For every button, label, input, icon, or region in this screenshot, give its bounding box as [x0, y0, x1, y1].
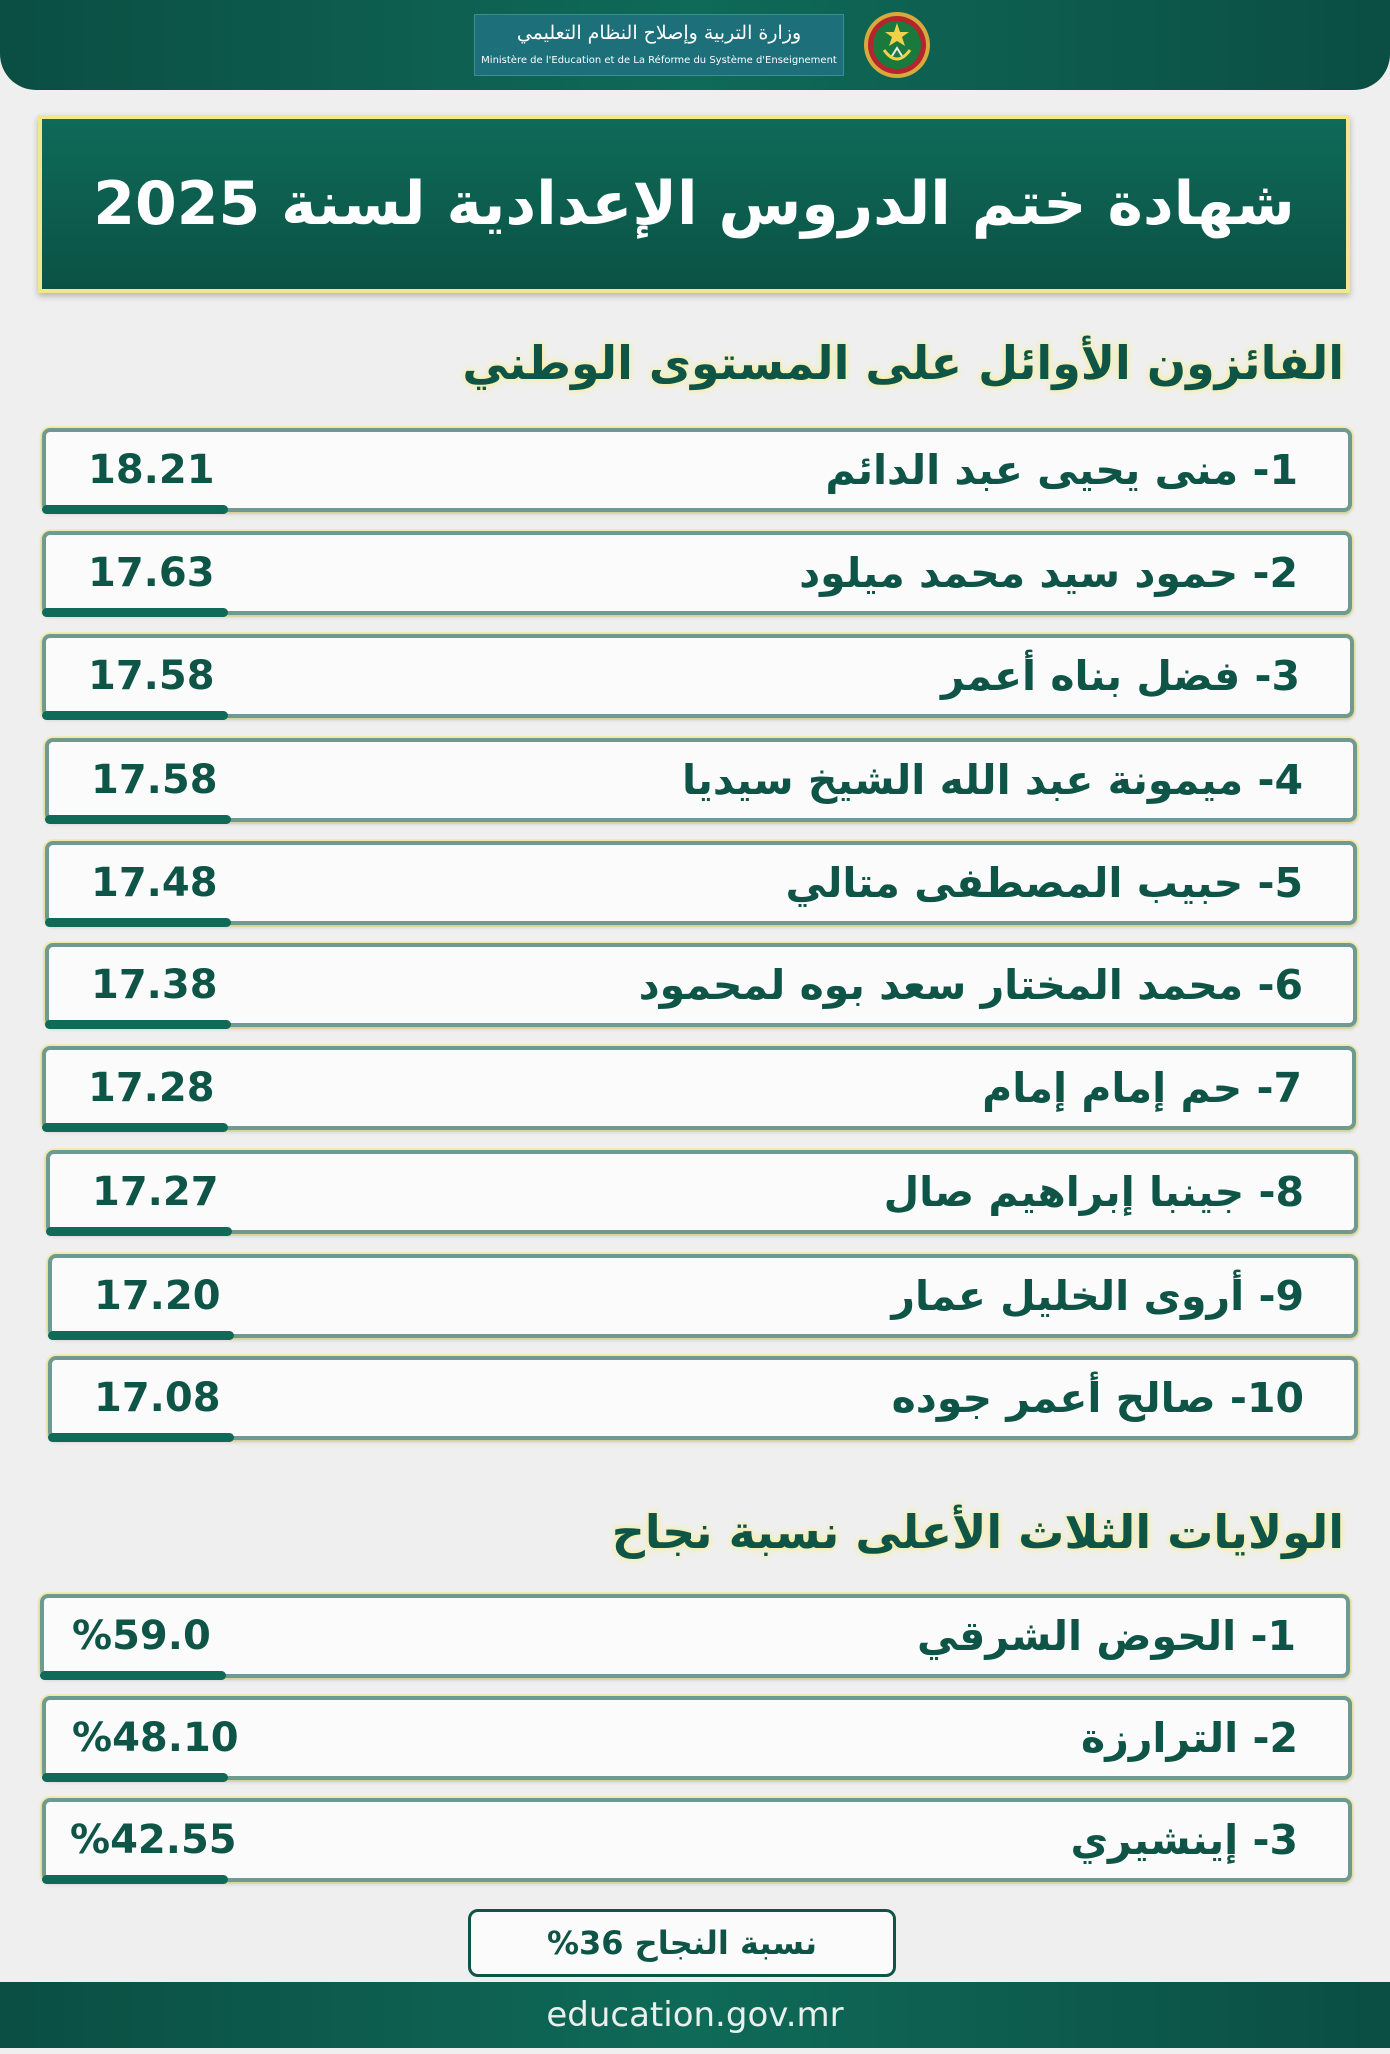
student-score: 17.58: [91, 757, 218, 803]
exam-title-banner: [38, 115, 1350, 293]
row-accent-bar: [42, 711, 228, 720]
student-score: 17.28: [88, 1065, 215, 1111]
student-row: [42, 634, 1354, 718]
student-score: 18.21: [88, 447, 215, 493]
student-row: [42, 1046, 1356, 1130]
row-accent-bar: [45, 918, 231, 927]
student-row: [45, 841, 1357, 925]
student-name: 3- فضل بناه أعمر: [941, 652, 1300, 700]
row-accent-bar: [45, 815, 231, 824]
region-row: [42, 1798, 1352, 1882]
row-accent-bar: [45, 1020, 231, 1029]
row-accent-bar: [40, 1671, 226, 1680]
student-row: [42, 428, 1352, 512]
student-row: [48, 1254, 1358, 1338]
row-accent-bar: [48, 1331, 234, 1340]
student-name: 8- جينبا إبراهيم صال: [883, 1168, 1304, 1216]
row-accent-bar: [46, 1227, 232, 1236]
row-accent-bar: [42, 505, 228, 514]
student-row: [48, 1356, 1358, 1440]
region-rate: %59.0: [72, 1613, 211, 1659]
region-rate: %42.55: [70, 1817, 237, 1863]
student-score: 17.27: [92, 1169, 219, 1215]
region-row: [40, 1594, 1350, 1678]
website-url[interactable]: education.gov.mr: [546, 1995, 844, 2035]
region-name: 2- الترارزة: [1081, 1714, 1298, 1762]
row-accent-bar: [42, 1773, 228, 1782]
student-row: [45, 943, 1357, 1027]
top-regions-heading: الولايات الثلاث الأعلى نسبة نجاح: [611, 1505, 1344, 1559]
exam-title: شهادة ختم الدروس الإعدادية لسنة 2025: [93, 169, 1295, 239]
row-accent-bar: [42, 608, 228, 617]
top-students-heading: الفائزون الأوائل على المستوى الوطني: [462, 336, 1344, 390]
region-name: 1- الحوض الشرقي: [917, 1612, 1296, 1660]
ministry-name-french: Ministère de l'Education et de La Réforme du Système d'Enseignement: [481, 55, 837, 66]
overall-pass-rate: نسبة النجاح 36%: [468, 1909, 896, 1977]
row-accent-bar: [48, 1433, 234, 1442]
row-accent-bar: [42, 1123, 228, 1132]
student-name: 5- حبيب المصطفى متالي: [785, 859, 1303, 907]
student-score: 17.08: [94, 1375, 221, 1421]
header-bar: [0, 0, 1390, 90]
ministry-name-arabic: وزارة التربية وإصلاح النظام التعليمي: [516, 22, 802, 44]
student-score: 17.58: [88, 653, 215, 699]
student-score: 17.20: [94, 1273, 221, 1319]
student-name: 7- حم إمام إمام: [982, 1064, 1302, 1112]
student-name: 10- صالح أعمر جوده: [891, 1374, 1304, 1422]
region-row: [42, 1696, 1352, 1780]
student-score: 17.38: [91, 962, 218, 1008]
student-score: 17.48: [91, 860, 218, 906]
footer-bar: [0, 1982, 1390, 2048]
student-name: 9- أروى الخليل عمار: [891, 1272, 1304, 1320]
student-row: [45, 738, 1357, 822]
student-name: 6- محمد المختار سعد بوه لمحمود: [638, 961, 1303, 1009]
student-name: 4- ميمونة عبد الله الشيخ سيديا: [682, 756, 1303, 804]
student-name: 2- حمود سيد محمد ميلود: [799, 549, 1298, 597]
student-row: [42, 531, 1352, 615]
student-name: 1- منى يحيى عبد الدائم: [825, 446, 1298, 494]
row-accent-bar: [42, 1875, 228, 1884]
student-row: [46, 1150, 1358, 1234]
region-name: 3- إينشيري: [1070, 1816, 1298, 1864]
national-seal-icon: [862, 10, 932, 80]
region-rate: %48.10: [72, 1715, 239, 1761]
student-score: 17.63: [88, 550, 215, 596]
ministry-banner: [474, 14, 844, 76]
